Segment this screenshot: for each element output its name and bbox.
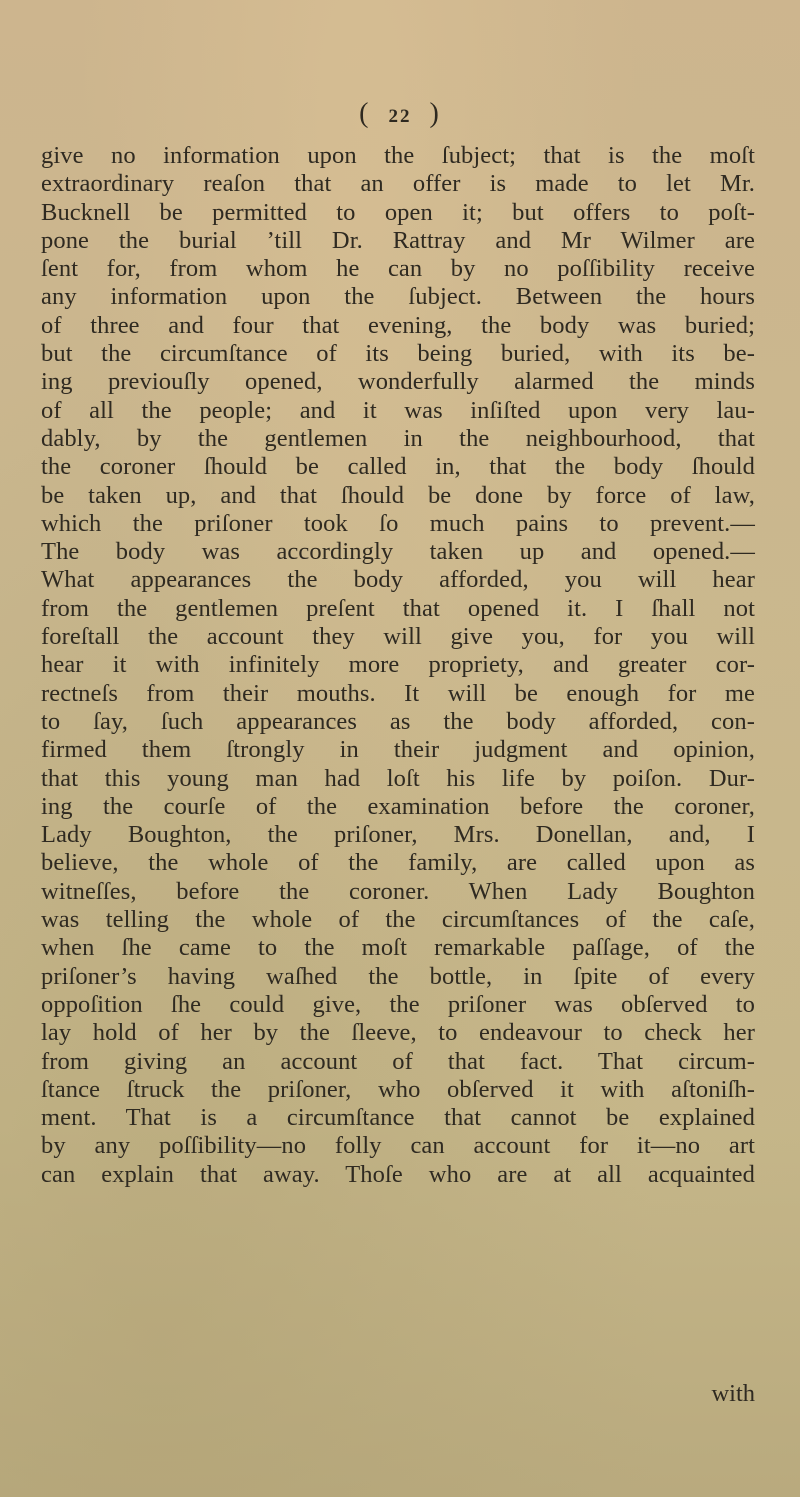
text-line: from giving an account of that fact. That circum- <box>41 1047 755 1075</box>
text-line: when ſhe came to the moſt remarkable paſſage, of the <box>41 934 755 962</box>
text-line: ment. That is a circumſtance that cannot be explained <box>41 1104 755 1132</box>
text-line: ſtance ſtruck the priſoner, who obſerved it with aſtoniſh- <box>41 1075 755 1103</box>
text-line: give no information upon the ſubject; that is the moſt <box>41 142 755 169</box>
catchword: with <box>711 1380 755 1407</box>
text-line: can explain that away. Thoſe who are at all acquainted <box>41 1160 755 1188</box>
page-number <box>0 98 800 130</box>
text-line: any information upon the ſubject. Between the hours <box>41 283 755 311</box>
page-number-open-paren: ( <box>359 98 371 129</box>
text-line: Bucknell be permitted to open it; but offers to poſt- <box>41 198 755 226</box>
page-number-value: 22 <box>388 106 412 127</box>
text-line: The body was accordingly taken up and opened.— <box>41 538 755 566</box>
text-line: rectneſs from their mouths. It will be enough for me <box>41 679 755 707</box>
text-line: firmed them ſtrongly in their judgment and opinion, <box>41 736 755 764</box>
text-line: believe, the whole of the family, are called upon as <box>41 849 755 877</box>
text-line: of all the people; and it was inſiſted upon very lau- <box>41 396 755 424</box>
text-line: Lady Boughton, the priſoner, Mrs. Donellan, and, I <box>41 821 755 849</box>
text-line: which the priſoner took ſo much pains to prevent.— <box>41 509 755 537</box>
text-line: of three and four that evening, the body was buried; <box>41 311 755 339</box>
text-line: but the circumſtance of its being buried, with its be- <box>41 340 755 368</box>
text-line: from the gentlemen preſent that opened it. I ſhall not <box>41 594 755 622</box>
text-line: dably, by the gentlemen in the neighbourhood, that <box>41 424 755 452</box>
text-line: ing previouſly opened, wonderfully alarmed the minds <box>41 368 755 396</box>
text-line: lay hold of her by the ſleeve, to endeavour to check her <box>41 1019 755 1047</box>
text-line: was telling the whole of the circumſtances of the caſe, <box>41 906 755 934</box>
text-line: to ſay, ſuch appearances as the body afforded, con- <box>41 707 755 735</box>
text-line: hear it with infinitely more propriety, and greater cor- <box>41 651 755 679</box>
text-line: ing the courſe of the examination before the coroner, <box>41 792 755 820</box>
text-line: witneſſes, before the coroner. When Lady Boughton <box>41 877 755 905</box>
text-line: What appearances the body afforded, you will hear <box>41 566 755 594</box>
text-line: ſent for, from whom he can by no poſſibility receive <box>41 255 755 283</box>
text-line: the coroner ſhould be called in, that the body ſhould <box>41 453 755 481</box>
text-line: by any poſſibility—no folly can account for it—no art <box>41 1132 755 1160</box>
text-line: oppoſition ſhe could give, the priſoner was obſerved to <box>41 990 755 1018</box>
page-number-close-paren: ) <box>429 98 441 129</box>
text-line: be taken up, and that ſhould be done by force of law, <box>41 481 755 509</box>
text-line: that this young man had loſt his life by poiſon. Dur- <box>41 764 755 792</box>
body-text <box>41 142 755 1189</box>
text-line: extraordinary reaſon that an offer is made to let Mr. <box>41 170 755 198</box>
text-line: priſoner’s having waſhed the bottle, in ſpite of every <box>41 962 755 990</box>
text-line: pone the burial ’till Dr. Rattray and Mr Wilmer are <box>41 226 755 254</box>
text-line: foreſtall the account they will give you, for you will <box>41 623 755 651</box>
